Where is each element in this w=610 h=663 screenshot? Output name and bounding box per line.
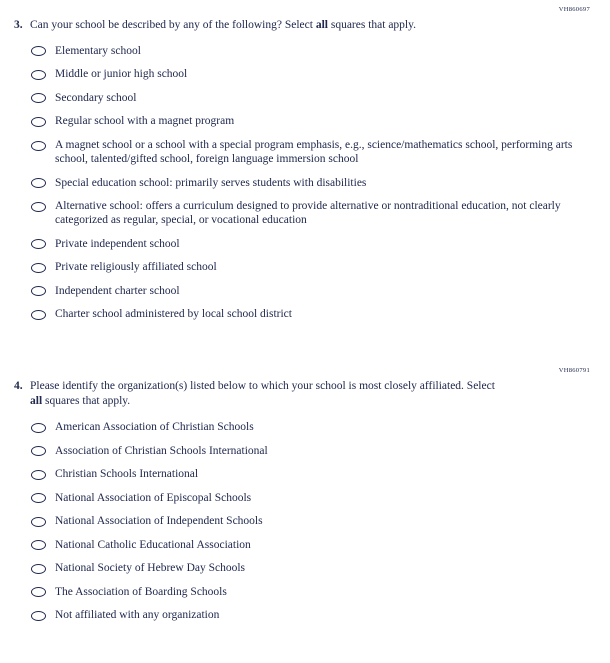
option-label: Private independent school <box>55 237 180 250</box>
answer-oval-icon[interactable] <box>31 564 46 574</box>
option-label: Secondary school <box>55 91 137 104</box>
option-label: Private religiously affiliated school <box>55 261 217 274</box>
option-label: Special education school: primarily serves students with disabilities <box>55 176 367 189</box>
option-label: Charter school administered by local school district <box>55 308 292 321</box>
answer-oval-icon[interactable] <box>31 263 46 273</box>
checkbox-option[interactable] <box>31 138 592 166</box>
answer-oval-icon[interactable] <box>31 517 46 527</box>
checkbox-option[interactable] <box>31 561 592 575</box>
option-label: Alternative school: offers a curriculum designed to provide alternative or nontraditional education, not clearly categorized as regular, special, or vocational education <box>55 200 561 227</box>
option-label: A magnet school or a school with a special program emphasis, e.g., science/mathematics school, performing arts school, talented/gifted school, foreign language immersion school <box>55 139 573 166</box>
answer-oval-icon[interactable] <box>31 446 46 456</box>
option-label: Elementary school <box>55 44 141 57</box>
checkbox-option[interactable] <box>31 307 592 321</box>
answer-oval-icon[interactable] <box>31 587 46 597</box>
question-4-section <box>14 367 592 622</box>
question-4-number: 4. <box>14 380 23 393</box>
checkbox-option[interactable] <box>31 199 592 227</box>
question-3-section <box>14 6 592 321</box>
option-label: The Association of Boarding Schools <box>55 585 227 598</box>
option-label: Independent charter school <box>55 284 180 297</box>
checkbox-option[interactable] <box>31 420 592 434</box>
checkbox-option[interactable] <box>31 608 592 622</box>
checkbox-option[interactable] <box>31 514 592 528</box>
option-label: Association of Christian Schools International <box>55 444 268 457</box>
answer-oval-icon[interactable] <box>31 239 46 249</box>
answer-oval-icon[interactable] <box>31 611 46 621</box>
option-label: Middle or junior high school <box>55 68 188 81</box>
checkbox-option[interactable] <box>31 538 592 552</box>
checkbox-option[interactable] <box>31 260 592 274</box>
question-3-prompt: Can your school be described by any of the following? Select all squares that apply. <box>30 19 417 31</box>
answer-oval-icon[interactable] <box>31 286 46 296</box>
answer-oval-icon[interactable] <box>31 423 46 433</box>
form-code-q3: VH860697 <box>558 6 590 13</box>
answer-oval-icon[interactable] <box>31 540 46 550</box>
option-label: National Association of Episcopal Schools <box>55 491 252 504</box>
checkbox-option[interactable] <box>31 444 592 458</box>
option-label: National Catholic Educational Association <box>55 538 251 551</box>
checkbox-option[interactable] <box>31 91 592 105</box>
option-label: National Association of Independent Schools <box>55 515 263 528</box>
checkbox-option[interactable] <box>31 176 592 190</box>
question-3-options <box>31 44 592 321</box>
option-label: Christian Schools International <box>55 468 199 481</box>
checkbox-option[interactable] <box>31 491 592 505</box>
question-4-options <box>31 420 592 622</box>
question-3-head <box>14 18 592 33</box>
question-4-prompt: Please identify the organization(s) listed below to which your school is most closely affiliated. Select all squares that apply. <box>30 380 495 408</box>
option-label: American Association of Christian Schools <box>55 421 254 434</box>
option-label: Not affiliated with any organization <box>55 609 220 622</box>
option-label: National Society of Hebrew Day Schools <box>55 562 246 575</box>
checkbox-option[interactable] <box>31 114 592 128</box>
checkbox-option[interactable] <box>31 67 592 81</box>
checkbox-option[interactable] <box>31 585 592 599</box>
answer-oval-icon[interactable] <box>31 117 46 127</box>
checkbox-option[interactable] <box>31 284 592 298</box>
answer-oval-icon[interactable] <box>31 310 46 320</box>
checkbox-option[interactable] <box>31 44 592 58</box>
question-3-number: 3. <box>14 19 23 31</box>
answer-oval-icon[interactable] <box>31 93 46 103</box>
checkbox-option[interactable] <box>31 467 592 481</box>
answer-oval-icon[interactable] <box>31 178 46 188</box>
checkbox-option[interactable] <box>31 237 592 251</box>
form-code-q4: VH860791 <box>558 367 590 375</box>
option-label: Regular school with a magnet program <box>55 115 235 128</box>
answer-oval-icon[interactable] <box>31 202 46 212</box>
answer-oval-icon[interactable] <box>31 70 46 80</box>
answer-oval-icon[interactable] <box>31 46 46 56</box>
answer-oval-icon[interactable] <box>31 470 46 480</box>
answer-oval-icon[interactable] <box>31 141 46 151</box>
answer-oval-icon[interactable] <box>31 493 46 503</box>
question-4-head <box>14 379 592 409</box>
